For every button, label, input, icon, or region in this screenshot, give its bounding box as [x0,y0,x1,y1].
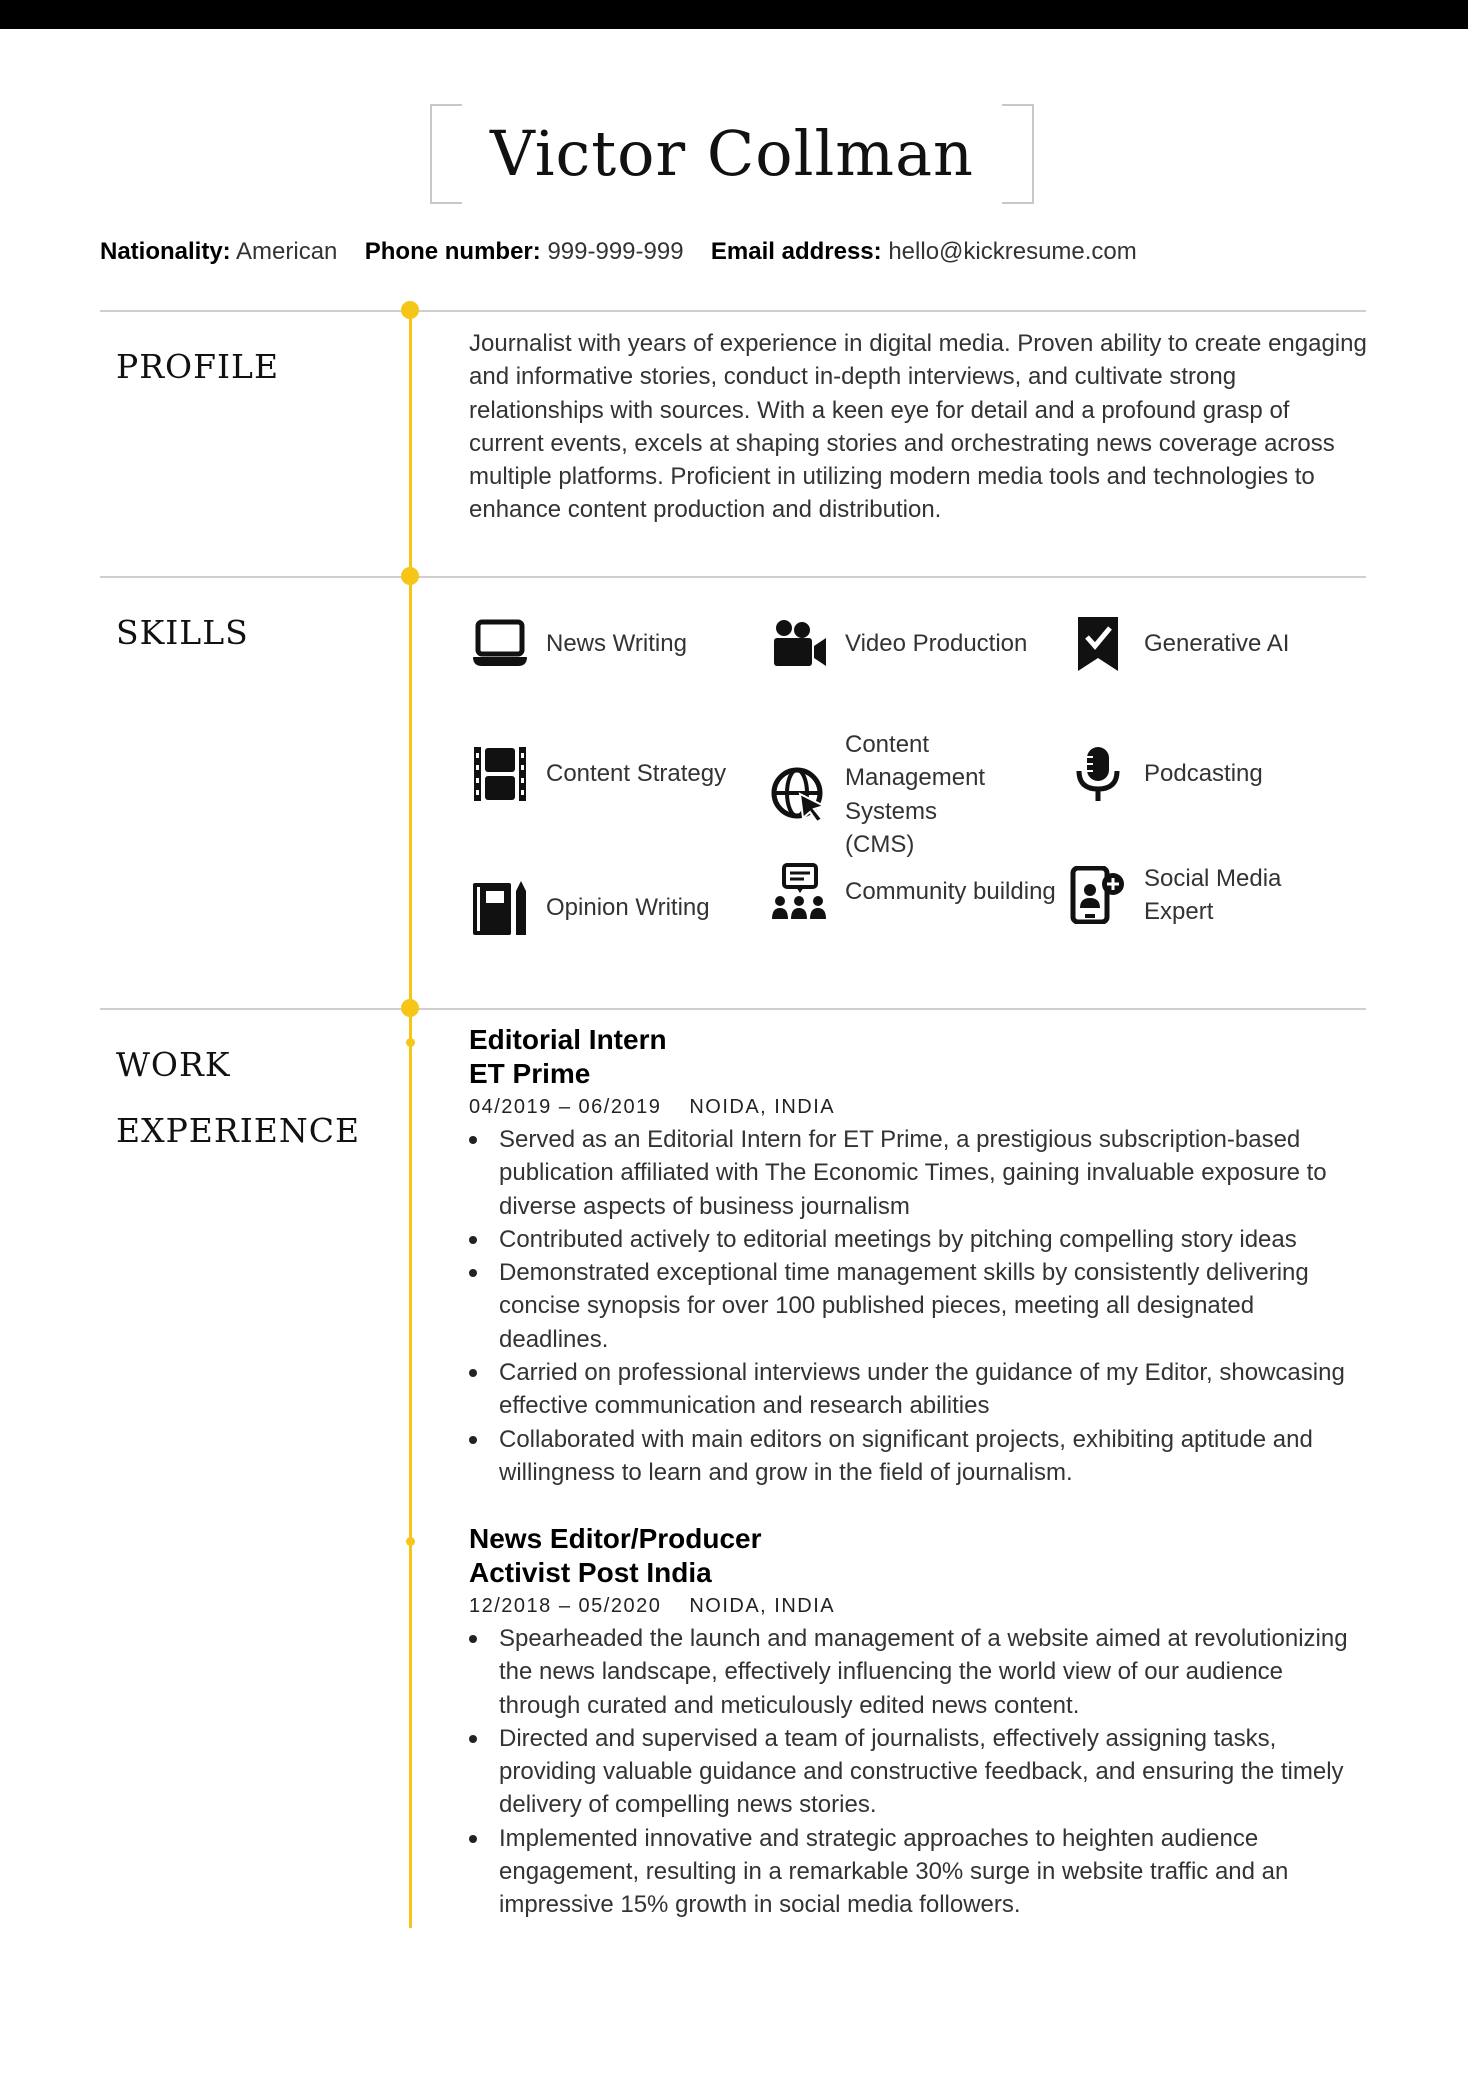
skill-label: Content Strategy [546,760,727,788]
nationality-value: American [236,238,338,265]
job-entry [469,1522,1369,1922]
skill-item [1068,862,1304,929]
bookmark-check-icon [1068,614,1128,674]
timeline-dot-profile [401,301,419,319]
profile-heading: PROFILE [116,347,280,386]
name-frame [430,104,1034,204]
job-entry [469,1023,1369,1489]
film-strip-icon [470,744,530,804]
skill-item [470,744,726,804]
microphone-icon [1068,744,1128,804]
work-heading-line-2: EXPERIENCE [116,1111,361,1150]
skill-label: Content Management Systems (CMS) [845,731,986,858]
notebook-pen-icon [470,878,530,938]
job-dates: 04/2019 – 06/2019 [469,1096,662,1118]
timeline-dot-job-1 [406,1038,415,1047]
skill-label: Social Media Expert [1144,865,1282,926]
skill-item [769,614,1027,674]
divider-profile [100,310,1366,312]
job-meta [469,1590,1369,1622]
skill-label: Community building [845,878,1056,906]
job-title: Editorial Intern [469,1024,667,1055]
job-bullet: Collaborated with main editors on significant projects, exhibiting aptitude and willingness to learn and grow in the field of journalism. [469,1423,1369,1490]
skill-item [769,728,1005,861]
skill-item [470,878,710,938]
work-heading-line-1: WORK [116,1045,231,1084]
phone-add-user-icon [1068,865,1128,925]
community-icon [769,862,829,922]
nationality-label: Nationality: [100,238,231,265]
timeline-dot-job-2 [406,1537,415,1546]
job-title: News Editor/Producer [469,1523,762,1554]
skill-label: Podcasting [1144,760,1263,788]
email-label: Email address: [710,238,882,265]
email-value: hello@kickresume.com [888,238,1137,265]
job-bullets [469,1622,1369,1922]
job-meta [469,1091,1369,1123]
job-dates: 12/2018 – 05/2020 [469,1595,662,1617]
job-bullet: Contributed actively to editorial meetings by pitching compelling story ideas [469,1223,1369,1256]
globe-cursor-icon [769,765,829,825]
job-bullet: Directed and supervised a team of journalists, effectively assigning tasks, providing valuable guidance and constructive feedback, and ensuring the timely delivery of compelling news stories. [469,1722,1369,1822]
skill-item [1068,744,1263,804]
skill-label: Video Production [845,630,1028,658]
job-bullet: Carried on professional interviews under the guidance of my Editor, showcasing effective communication and research abilities [469,1356,1369,1423]
skill-label: Generative AI [1144,630,1290,658]
video-camera-icon [769,614,829,674]
job-bullet: Implemented innovative and strategic approaches to heighten audience engagement, resulting in a remarkable 30% surge in website traffic and an impressive 15% growth in social media followers. [469,1822,1369,1922]
job-company: Activist Post India [469,1557,712,1588]
job-bullet: Demonstrated exceptional time management skills by consistently delivering concise synopsis for over 100 published pieces, meeting all designated deadlines. [469,1256,1369,1356]
phone-label: Phone number: [364,238,541,265]
skill-item [470,614,687,674]
job-company: ET Prime [469,1058,591,1089]
divider-skills [100,576,1366,578]
divider-work [100,1008,1366,1010]
timeline-line [409,308,412,1928]
job-bullet: Served as an Editorial Intern for ET Prime, a prestigious subscription-based publication affiliated with The Economic Times, gaining invaluable exposure to diverse aspects of business journalism [469,1123,1369,1223]
job-bullet: Spearheaded the launch and management of a website aimed at revolutionizing the news landscape, effectively influencing the world view of our audience through curated and meticulously edited news content. [469,1622,1369,1722]
skills-heading: SKILLS [116,613,249,652]
contact-line [100,238,1137,266]
job-bullets [469,1123,1369,1489]
skill-label: Opinion Writing [546,894,710,922]
candidate-name: Victor Collman [490,117,974,190]
laptop-icon [470,614,530,674]
skill-item [1068,614,1289,674]
phone-value: 999-999-999 [547,238,684,265]
timeline-dot-work [401,999,419,1017]
job-location: NOIDA, INDIA [689,1096,836,1118]
skill-item [769,862,1056,922]
top-bar [0,0,1468,29]
timeline-dot-skills [401,567,419,585]
skill-label: News Writing [546,630,687,658]
profile-text: Journalist with years of experience in digital media. Proven ability to create engaging and informative stories, conduct in-depth interviews, and cultivate strong relationships with sources. With a keen eye for detail and a profound grasp of current events, excels at shaping stories and orchestrating news coverage across multiple platforms. Proficient in utilizing modern media tools and technologies to enhance content production and distribution. [469,330,1367,524]
job-location: NOIDA, INDIA [689,1595,836,1617]
